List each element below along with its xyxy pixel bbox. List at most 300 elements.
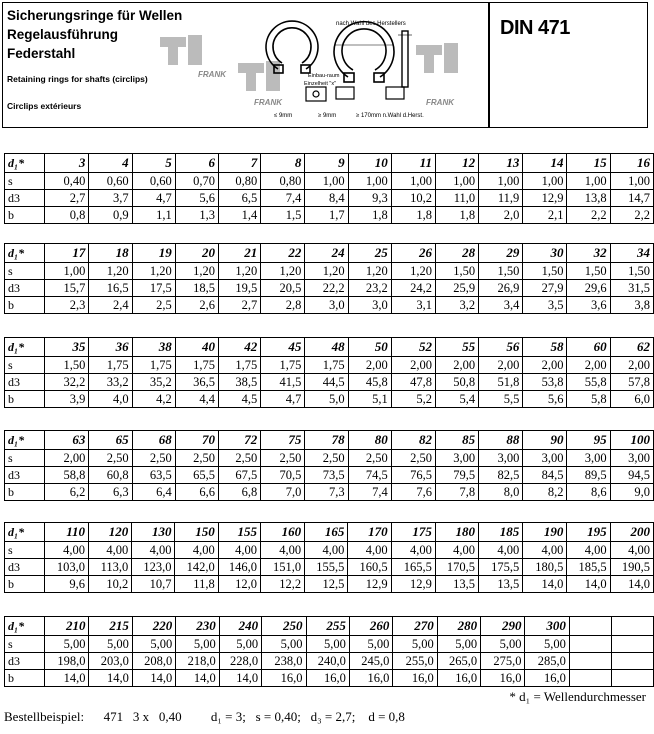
cell-d1: 19 [132,244,175,263]
cell-b: 1,3 [175,207,218,224]
cell-d1: 290 [481,617,525,636]
table-row-d1 [5,523,654,542]
cell-s: 1,50 [435,263,478,280]
cell-b: 12,9 [391,576,435,593]
row-label: b [5,484,45,501]
cell-b: 2,5 [132,297,175,314]
cell-b: 8,0 [479,484,523,501]
row-label: d3 [5,559,45,576]
cell-b: 13,5 [479,576,523,593]
cell-d1: 10 [348,154,391,173]
cell-d1: 78 [305,431,348,450]
page-title [7,6,182,63]
brand-text: FRANK [426,98,454,107]
drawing-label: Einbau-raum [308,73,340,79]
cell-b: 4,7 [261,391,305,408]
cell-d3: 67,5 [218,467,260,484]
cell-b: 2,0 [479,207,523,224]
cell-s: 4,00 [610,542,653,559]
cell-d1: 62 [610,338,653,357]
row-label: d3 [5,190,45,207]
cell-d3: 285,0 [525,653,569,670]
cell-d1: 38 [132,338,175,357]
cell-d3: 33,2 [89,374,132,391]
cell-s: 0,80 [261,173,305,190]
cell-s: 2,00 [523,357,567,374]
detail-x-icon [306,87,404,101]
cell-d3: 170,5 [435,559,478,576]
cell-d1: 175 [391,523,435,542]
cell-b: 5,0 [305,391,348,408]
cell-s: 1,50 [479,263,523,280]
cell-d3 [569,653,611,670]
cell-d3: 65,5 [175,467,218,484]
cell-d1: 82 [391,431,435,450]
cell-s: 2,00 [610,357,653,374]
cell-d3: 13,8 [567,190,610,207]
cell-d3: 23,2 [348,280,391,297]
cell-s: 1,00 [305,173,348,190]
cell-d1: 9 [305,154,348,173]
cell-d1: 52 [391,338,435,357]
cell-d1: 240 [219,617,261,636]
brand-text: FRANK [254,98,282,107]
cell-d3: 12,9 [523,190,567,207]
cell-d1: 42 [218,338,260,357]
cell-s: 3,00 [435,450,478,467]
circlip-ring-icon [334,22,394,82]
cell-s: 2,00 [567,357,610,374]
cell-s: 1,00 [567,173,610,190]
title-line: Sicherungsringe für Wellen [7,8,183,23]
table-row-d3 [5,559,654,576]
cell-d1: 26 [391,244,435,263]
cell-d3: 240,0 [306,653,349,670]
cell-d3: 55,8 [567,374,610,391]
cell-d3: 53,8 [523,374,567,391]
cell-b: 1,5 [261,207,305,224]
cell-b: 3,8 [610,297,653,314]
cell-d3: 208,0 [132,653,175,670]
cell-d1: 17 [45,244,89,263]
cell-d3: 89,5 [567,467,610,484]
cell-d1: 300 [525,617,569,636]
cell-d1: 20 [175,244,218,263]
brand-text: FRANK [198,70,226,79]
cell-d1 [569,617,611,636]
cell-b: 9,0 [610,484,653,501]
cell-s: 2,50 [175,450,218,467]
cell-d1: 130 [132,523,175,542]
cell-d1: 260 [349,617,392,636]
cell-d1: 63 [45,431,89,450]
table-row-d3 [5,374,654,391]
cell-d3: 203,0 [89,653,132,670]
drawing-label: ≥ 170mm n.Wahl d.Herst. [356,113,424,119]
cell-b: 6,3 [89,484,132,501]
cell-s: 5,00 [525,636,569,653]
cell-b: 6,6 [175,484,218,501]
cell-d1: 22 [261,244,305,263]
cell-d1: 21 [218,244,260,263]
cell-d1: 80 [348,431,391,450]
table-row-s [5,636,654,653]
cell-d3: 60,8 [89,467,132,484]
cell-d3: 16,5 [89,280,132,297]
cell-b: 12,0 [218,576,260,593]
cell-d3: 31,5 [610,280,653,297]
cell-d1: 34 [610,244,653,263]
cell-d3: 45,8 [348,374,391,391]
cell-d3: 4,7 [132,190,175,207]
cell-d3: 73,5 [305,467,348,484]
cell-s: 4,00 [132,542,175,559]
cell-b: 2,4 [89,297,132,314]
cell-s: 2,00 [479,357,523,374]
cell-s: 0,40 [45,173,89,190]
cell-b: 6,8 [218,484,260,501]
table-row-b [5,576,654,593]
cell-d3: 160,5 [348,559,391,576]
cell-d1: 210 [45,617,89,636]
cell-b: 16,0 [437,670,480,687]
cell-s: 1,20 [348,263,391,280]
row-label: s [5,542,45,559]
cell-b: 16,0 [525,670,569,687]
cell-d1: 70 [175,431,218,450]
cell-d1: 120 [89,523,132,542]
cell-d1: 270 [393,617,437,636]
cell-s: 0,60 [89,173,132,190]
table-row-d3 [5,653,654,670]
subtitle-english: Retaining rings for shafts (circlips) [7,74,148,84]
cell-b: 1,8 [348,207,391,224]
row-label: s [5,263,45,280]
cell-b: 3,0 [348,297,391,314]
spec-table [4,243,654,314]
row-label: b [5,576,45,593]
cell-d1: 14 [523,154,567,173]
cell-b: 7,3 [305,484,348,501]
footnote: * d₁ = Wellendurchmesser [509,689,646,704]
cell-b: 7,6 [391,484,435,501]
cell-b: 5,2 [391,391,435,408]
cell-d1: 35 [45,338,89,357]
cell-d3: 41,5 [261,374,305,391]
row-label: b [5,391,45,408]
cell-b: 16,0 [349,670,392,687]
circlip-side-view-icon [398,31,412,87]
cell-s: 5,00 [219,636,261,653]
cell-s: 0,80 [218,173,260,190]
cell-d3: 35,2 [132,374,175,391]
cell-d3: 255,0 [393,653,437,670]
cell-d3: 11,9 [479,190,523,207]
circlip-drawing-svg [158,5,488,127]
cell-b: 1,8 [435,207,478,224]
cell-s: 1,00 [391,173,435,190]
row-label: d3 [5,280,45,297]
cell-b: 4,5 [218,391,260,408]
cell-b: 3,9 [45,391,89,408]
cell-s: 4,00 [479,542,523,559]
order-example: Bestellbeispiel: 471 3 x 0,40 d₁ = 3; s = 0,40; d₃ = 2,7; d = 0,8 [4,709,405,724]
cell-s [611,636,653,653]
cell-b: 0,9 [89,207,132,224]
cell-d1: 150 [175,523,218,542]
cell-s: 5,00 [481,636,525,653]
cell-b: 0,8 [45,207,89,224]
subtitle-french: Circlips extérieurs [7,101,82,111]
cell-b: 12,2 [261,576,305,593]
cell-s: 5,00 [306,636,349,653]
cell-d1: 68 [132,431,175,450]
cell-d3: 26,9 [479,280,523,297]
table-row-d1 [5,431,654,450]
cell-d3: 6,5 [218,190,260,207]
table-row-s [5,357,654,374]
cell-d1: 15 [567,154,610,173]
cell-s: 2,50 [132,450,175,467]
cell-s: 1,00 [435,173,478,190]
cell-d1: 7 [218,154,260,173]
cell-b: 16,0 [481,670,525,687]
cell-d3: 142,0 [175,559,218,576]
cell-d3: 265,0 [437,653,480,670]
table-row-b [5,670,654,687]
cell-s: 2,50 [261,450,305,467]
cell-s: 5,00 [132,636,175,653]
cell-d1: 11 [391,154,435,173]
cell-b: 2,2 [567,207,610,224]
row-label: b [5,297,45,314]
cell-b [569,670,611,687]
cell-s: 1,75 [261,357,305,374]
cell-d3: 17,5 [132,280,175,297]
cell-d1: 60 [567,338,610,357]
cell-s: 5,00 [89,636,132,653]
cell-d3: 51,8 [479,374,523,391]
cell-b [611,670,653,687]
cell-s: 3,00 [523,450,567,467]
cell-d3: 14,7 [610,190,653,207]
cell-d1: 250 [262,617,306,636]
cell-b: 11,8 [175,576,218,593]
cell-s: 1,75 [132,357,175,374]
cell-b: 16,0 [306,670,349,687]
cell-d3: 113,0 [89,559,132,576]
cell-d1: 45 [261,338,305,357]
cell-b: 8,6 [567,484,610,501]
cell-s: 2,50 [89,450,132,467]
cell-b: 14,0 [523,576,567,593]
cell-d3: 103,0 [44,559,88,576]
row-label: d₁* [5,244,45,263]
cell-s: 1,50 [523,263,567,280]
cell-d3: 57,8 [610,374,653,391]
cell-d1: 100 [610,431,653,450]
cell-d3: 123,0 [132,559,175,576]
cell-s: 1,00 [479,173,523,190]
cell-s: 1,75 [175,357,218,374]
cell-s: 1,00 [523,173,567,190]
cell-d1: 65 [89,431,132,450]
cell-d1: 5 [132,154,175,173]
cell-d1: 155 [218,523,260,542]
cell-s: 4,00 [567,542,610,559]
cell-b: 1,8 [391,207,435,224]
cell-d1: 30 [523,244,567,263]
cell-b: 6,4 [132,484,175,501]
cell-s: 3,00 [567,450,610,467]
cell-b: 5,4 [435,391,478,408]
cell-s: 1,75 [218,357,260,374]
spec-table [4,430,654,501]
cell-d3: 228,0 [219,653,261,670]
cell-d1: 3 [45,154,89,173]
cell-d1: 29 [479,244,523,263]
cell-s: 1,20 [89,263,132,280]
cell-d1: 48 [305,338,348,357]
cell-b: 12,5 [305,576,348,593]
table-row-d1 [5,338,654,357]
cell-d1: 255 [306,617,349,636]
cell-s: 0,70 [175,173,218,190]
row-label: b [5,670,45,687]
cell-d1: 90 [523,431,567,450]
cell-d1: 88 [479,431,523,450]
row-label: d₁* [5,431,45,450]
cell-b: 5,6 [523,391,567,408]
cell-d1: 185 [479,523,523,542]
cell-b: 2,8 [261,297,305,314]
cell-d3: 47,8 [391,374,435,391]
cell-s: 4,00 [175,542,218,559]
cell-d1: 220 [132,617,175,636]
cell-d1: 16 [610,154,653,173]
cell-b: 3,0 [305,297,348,314]
title-line: Regelausführung [7,27,119,42]
table-row-d3 [5,190,654,207]
cell-d3: 20,5 [261,280,305,297]
table-row-s [5,263,654,280]
spec-table [4,153,654,224]
cell-d3: 63,5 [132,467,175,484]
cell-d3: 94,5 [610,467,653,484]
cell-d3: 218,0 [176,653,219,670]
cell-b: 14,0 [45,670,89,687]
cell-s: 5,00 [393,636,437,653]
cell-s: 3,00 [479,450,523,467]
drawing-label: nach Wahl des Herstellers [336,21,406,27]
cell-s: 1,50 [610,263,653,280]
cell-d3: 155,5 [305,559,348,576]
cell-s: 5,00 [262,636,306,653]
cell-s: 2,50 [391,450,435,467]
cell-d1: 28 [435,244,478,263]
cell-s: 4,00 [89,542,132,559]
cell-d3: 50,8 [435,374,478,391]
cell-b: 16,0 [262,670,306,687]
table-row-d1 [5,154,654,173]
cell-b: 3,1 [391,297,435,314]
cell-s [569,636,611,653]
row-label: s [5,173,45,190]
cell-b: 3,2 [435,297,478,314]
cell-b: 14,0 [132,670,175,687]
cell-s: 4,00 [523,542,567,559]
cell-d1: 6 [175,154,218,173]
cell-b: 9,6 [44,576,88,593]
cell-d1: 215 [89,617,132,636]
table-row-s [5,450,654,467]
cell-d3: 25,9 [435,280,478,297]
cell-b: 14,0 [567,576,610,593]
cell-b: 3,4 [479,297,523,314]
row-label: d₁* [5,338,45,357]
cell-s: 5,00 [45,636,89,653]
cell-b: 6,0 [610,391,653,408]
cell-d1: 180 [435,523,478,542]
cell-b: 12,9 [348,576,391,593]
table-row-d1 [5,244,654,263]
cell-b: 14,0 [89,670,132,687]
cell-s: 4,00 [391,542,435,559]
cell-b: 10,7 [132,576,175,593]
din-number: DIN 471 [500,17,570,39]
cell-s: 4,00 [305,542,348,559]
row-label: d3 [5,374,45,391]
cell-b: 7,0 [261,484,305,501]
cell-s: 1,20 [305,263,348,280]
cell-d1: 40 [175,338,218,357]
circlip-ring-icon [266,21,318,73]
cell-b: 1,4 [218,207,260,224]
cell-b: 4,4 [175,391,218,408]
table-row-b [5,297,654,314]
cell-d3: 185,5 [567,559,610,576]
cell-b: 10,2 [89,576,132,593]
cell-s: 3,00 [610,450,653,467]
cell-s: 1,20 [261,263,305,280]
cell-s: 5,00 [176,636,219,653]
cell-d3: 8,4 [305,190,348,207]
cell-d3: 15,7 [45,280,89,297]
cell-b: 14,0 [176,670,219,687]
cell-s: 4,00 [348,542,391,559]
cell-d3: 190,5 [610,559,653,576]
spec-table [4,616,654,687]
cell-s: 5,00 [349,636,392,653]
cell-b: 2,7 [218,297,260,314]
cell-b: 2,3 [45,297,89,314]
cell-d3: 38,5 [218,374,260,391]
cell-d3: 198,0 [45,653,89,670]
table-row-b [5,484,654,501]
cell-d1: 25 [348,244,391,263]
cell-d1: 24 [305,244,348,263]
cell-d3: 70,5 [261,467,305,484]
cell-d3: 175,5 [479,559,523,576]
cell-s: 1,00 [610,173,653,190]
drawing-label: Einzelheit "x" [304,81,337,87]
cell-s: 2,00 [45,450,89,467]
cell-d3: 84,5 [523,467,567,484]
cell-b: 1,7 [305,207,348,224]
cell-s: 4,00 [435,542,478,559]
cell-d3: 5,6 [175,190,218,207]
cell-d1: 4 [89,154,132,173]
